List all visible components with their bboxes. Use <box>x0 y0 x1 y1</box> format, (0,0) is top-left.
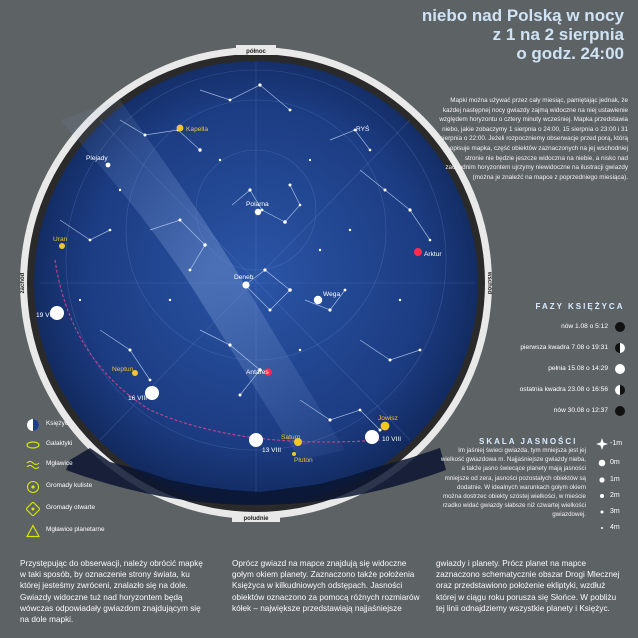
magnitude-title: SKALA JASNOŚCI <box>479 437 578 446</box>
bottom-text-1: Przystępując do obserwacji, należy obrócić mapkę w taki sposób, by oznaczenie strony świata, ku której jesteśmy zwróceni, znalazło się na dole. Gwiazdy widoczne tuż nad horyzontem będą wówczas odpowiadały gwiazdom znajdującym się na dole mapki. <box>20 559 203 625</box>
magnitude-level: -1m <box>610 440 623 447</box>
magnitude-description: Im jaśniej świeci gwiazda, tym mniejsza jest jej wielkość gwiazdowa m. Najjaśniejsze gwiazdy nieba, a także jasno świecące planety mają jasności mniejsze od zera, jasności pozostałych obiektów są dodatnie. W idealnych warunkach gołym okiem można dostrzec obiekty szóstej wielkości, w mieście rzadko widać gwiazdy słabsze niż czwartej wielkości gwiazdowej. <box>440 447 586 519</box>
phase-label: pierwsza kwadra 7.08 o 19:31 <box>520 344 608 351</box>
title-line-3: o godz. 24:00 <box>516 44 624 63</box>
pluton-planet <box>292 452 296 456</box>
label-moon-16: 16 VIII <box>128 395 148 402</box>
title-line-2: z 1 na 2 sierpnia <box>492 25 624 44</box>
label-rys: RYŚ <box>356 126 370 133</box>
nebula-icon <box>26 458 40 472</box>
planetary-nebula-icon <box>26 524 40 538</box>
new-moon-icon <box>614 405 626 417</box>
moon-10 <box>365 430 379 444</box>
moon-13 <box>249 433 263 447</box>
galaxy-icon <box>26 438 40 452</box>
uran-planet <box>59 243 65 249</box>
wega-star <box>314 296 322 304</box>
first-quarter-icon <box>614 342 626 354</box>
label-plejady: Plejady <box>86 155 108 162</box>
globular-cluster-icon <box>26 480 40 494</box>
phase-label: nów 30.08 o 12:37 <box>553 407 608 414</box>
phase-row <box>470 404 630 422</box>
magnitude-level: 3m <box>610 508 620 515</box>
moon-16 <box>145 386 159 400</box>
legend-item <box>20 480 160 494</box>
phase-row <box>470 383 630 401</box>
legend-label: Księżyc <box>46 420 69 427</box>
phase-row <box>470 320 630 338</box>
legend-label: Galaktyki <box>46 440 73 447</box>
plejady-cluster <box>106 163 111 168</box>
label-moon-19: 19 VIII <box>36 312 56 319</box>
label-polarna: Polarna <box>246 201 269 208</box>
magnitude-dots <box>592 438 612 538</box>
legend-item <box>20 524 160 538</box>
full-moon-icon <box>614 363 626 375</box>
new-moon-icon <box>614 321 626 333</box>
label-pluton: Pluton <box>294 457 313 464</box>
page-title <box>422 6 624 63</box>
magnitude-level: 0m <box>610 459 620 466</box>
label-wega: Wega <box>323 291 341 298</box>
legend-label: Gromady kuliste <box>46 482 93 489</box>
legend-item <box>20 502 160 516</box>
label-antares: Antares <box>246 369 269 376</box>
label-jowisz: Jowisz <box>378 415 398 422</box>
legend-label: Mgławice <box>46 460 73 467</box>
label-arktur: Arktur <box>424 251 442 258</box>
phases-title: FAZY KSIĘŻYCA <box>535 302 625 311</box>
label-uran: Uran <box>53 236 68 243</box>
compass-east: wschód <box>486 271 492 295</box>
phase-label: ostatnia kwadra 23.08 o 16:56 <box>519 386 608 393</box>
phase-row <box>470 341 630 359</box>
last-quarter-icon <box>614 384 626 396</box>
compass-south: południe <box>243 516 269 522</box>
legend-label: Mgławice planetarne <box>46 526 105 533</box>
phase-label: pełnia 15.08 o 14:29 <box>548 365 608 372</box>
legend-item <box>20 458 160 472</box>
label-moon-10: 10 VIII <box>382 436 402 443</box>
magnitude-level: 4m <box>610 524 620 531</box>
label-kapella: Kapella <box>186 126 208 133</box>
phase-row <box>470 362 630 380</box>
magnitude-level: 2m <box>610 492 620 499</box>
legend-label: Gromady otwarte <box>46 504 96 511</box>
moon-icon <box>26 418 40 432</box>
intro-text: Mapki można używać przez cały miesiąc, pamiętając jednak, że każdej następnej nocy gwiazdy zajmą widoczne na niej ustawienie względem horyzontu o cztery minuty wcześniej. Mapka przedstawia niebo, jakie zobaczymy 1 sierpnia o 24:00, 15 sierpnia o 23:00 i 31 sierpnia o 22:00. Jeżeli rozpoczniemy obserwacje przed porą, którą opisuje mapka, część obiektów zaznaczonych na jej wschodniej stronie nie będzie jeszcze widoczna na niebie, a nisko nad zachodnim horyzontem ujrzymy niewidoczne na ilustracji gwiazdy (można je znaleźć na mapce z poprzedniego miesiąca). <box>439 97 628 181</box>
kapella-star <box>177 125 184 132</box>
arktur-star <box>414 248 422 256</box>
label-deneb: Deneb <box>234 274 254 281</box>
deneb-star <box>242 281 249 288</box>
legend-item <box>20 438 160 452</box>
magnitude-level: 1m <box>610 476 620 483</box>
compass-north: północ <box>246 49 266 55</box>
label-saturn: Saturn <box>281 434 301 441</box>
bottom-text-3: gwiazdy i planety. Prócz planet na mapce zaznaczono schematycznie obszar Drogi Mlecznej oraz przedstawiono położenie ekliptyki, wzdłuż której w ciągu roku porusza się Słońce. W pobliżu tej linii odnajdziemy wszystkie planety i Księżyc. <box>436 559 620 613</box>
polarna-star <box>255 209 261 215</box>
bottom-text-2: Oprócz gwiazd na mapce znajdują się widoczne gołym okiem planety. Zaznaczono także położenia Księżyca w kilkudniowych odstępach. Jasności obiektów oznaczono za pomocą różnych rozmiarów kółek – największe przedstawiają najjaśniejsze <box>232 559 420 613</box>
label-moon-13: 13 VIII <box>262 447 282 454</box>
phase-label: nów 1.08 o 5:12 <box>561 323 608 330</box>
legend-item <box>20 418 160 432</box>
compass-west: zachód <box>20 272 26 294</box>
label-neptun: Neptun <box>112 366 134 373</box>
jowisz-planet <box>381 422 390 431</box>
open-cluster-icon <box>26 502 40 516</box>
title-line-1: niebo nad Polską w nocy <box>421 6 624 25</box>
